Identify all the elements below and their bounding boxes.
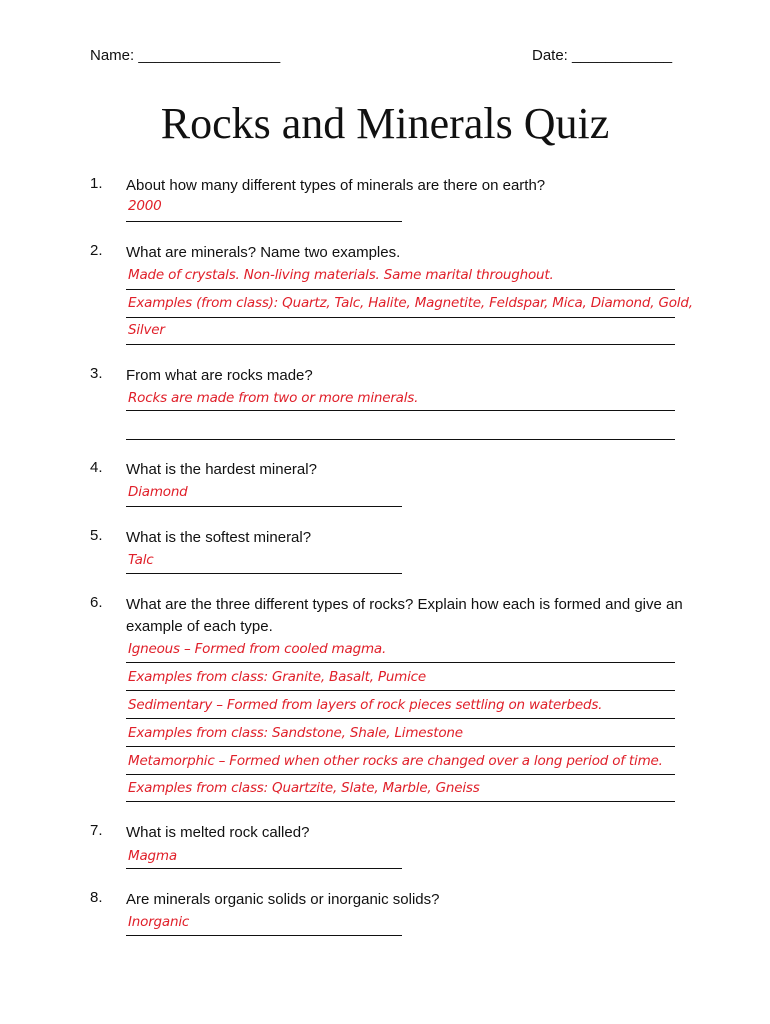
answer-line — [126, 221, 402, 222]
question-text: What are the three different types of rocks? Explain how each is formed and give an example of each type. — [126, 596, 683, 635]
answer-text: Igneous – Formed from cooled magma. — [128, 641, 387, 657]
answer-line — [126, 506, 402, 507]
answer-line — [126, 573, 402, 574]
answer-line — [126, 344, 675, 345]
question-number: 8. — [90, 889, 103, 906]
question-text: What are minerals? Name two examples. — [126, 244, 401, 261]
answer-text: Inorganic — [128, 914, 190, 930]
answer-line — [126, 410, 675, 411]
answer-text: Sedimentary – Formed from layers of rock pieces settling on waterbeds. — [128, 697, 603, 713]
answer-text: Diamond — [128, 484, 188, 500]
name-field-label: Name: _________________ — [90, 47, 281, 64]
answer-line — [126, 439, 675, 440]
answer-line — [126, 746, 675, 747]
answer-text: Metamorphic – Formed when other rocks are changed over a long period of time. — [128, 753, 663, 769]
answer-text: Examples from class: Granite, Basalt, Pumice — [128, 669, 427, 685]
question-text: What is the softest mineral? — [126, 529, 312, 546]
question-text: What is melted rock called? — [126, 824, 310, 841]
question-number: 4. — [90, 459, 103, 476]
answer-line — [126, 774, 675, 775]
answer-line — [126, 935, 402, 936]
answer-text: Magma — [128, 848, 177, 864]
answer-line — [126, 289, 675, 290]
answer-text: 2000 — [128, 198, 162, 214]
answer-line — [126, 690, 675, 691]
question-text: Are minerals organic solids or inorganic solids? — [126, 891, 440, 908]
answer-text: Silver — [128, 322, 165, 338]
date-field-label: Date: ____________ — [532, 47, 673, 64]
question-number: 1. — [90, 175, 103, 192]
answer-line — [126, 868, 402, 869]
answer-line — [126, 317, 675, 318]
answer-text: Talc — [128, 552, 154, 568]
question-number: 2. — [90, 242, 103, 259]
answer-text: Examples (from class): Quartz, Talc, Halite, Magnetite, Feldspar, Mica, Diamond, Gold, — [128, 295, 693, 311]
question-text: From what are rocks made? — [126, 367, 313, 384]
answer-text: Rocks are made from two or more minerals. — [128, 390, 419, 406]
answer-line — [126, 662, 675, 663]
answer-line — [126, 801, 675, 802]
question-text: What is the hardest mineral? — [126, 461, 317, 478]
question-number: 6. — [90, 594, 103, 611]
question-number: 5. — [90, 527, 103, 544]
answer-text: Examples from class: Sandstone, Shale, Limestone — [128, 725, 463, 741]
answer-text: Made of crystals. Non-living materials. Same marital throughout. — [128, 267, 554, 283]
quiz-title: Rocks and Minerals Quiz — [160, 99, 610, 148]
question-number: 7. — [90, 822, 103, 839]
answer-text: Examples from class: Quartzite, Slate, Marble, Gneiss — [128, 780, 480, 796]
answer-line — [126, 718, 675, 719]
question-text: About how many different types of minerals are there on earth? — [126, 177, 546, 194]
question-number: 3. — [90, 365, 103, 382]
